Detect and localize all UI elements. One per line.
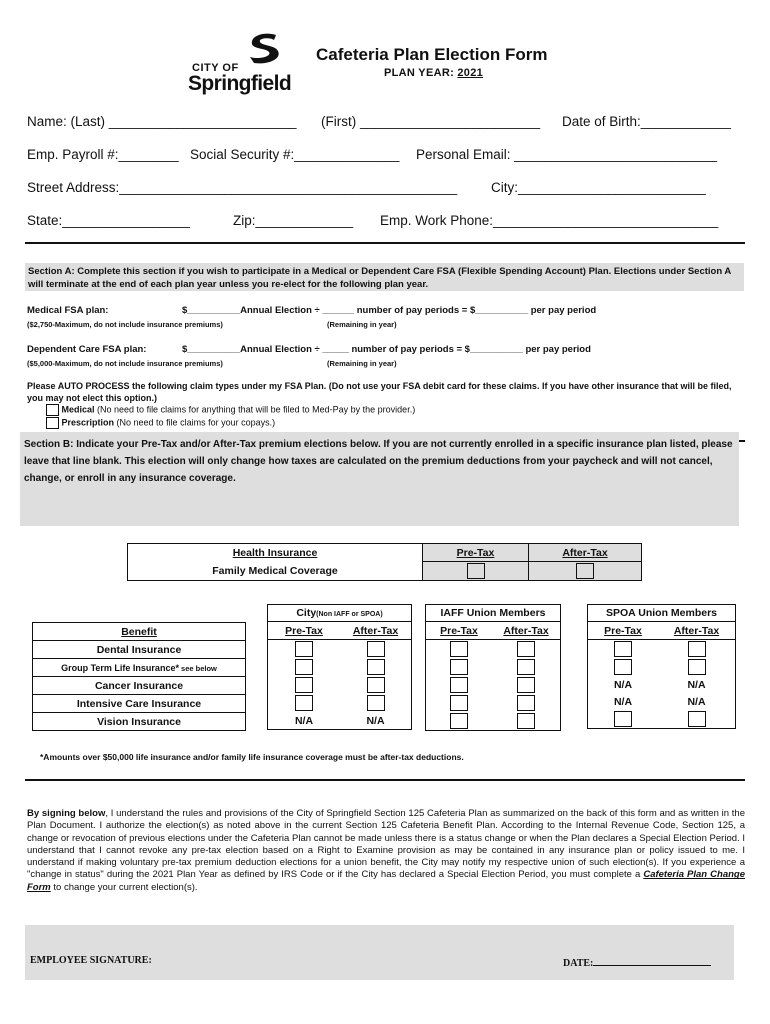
divider [25, 779, 745, 781]
city-icu-aftertax-checkbox[interactable] [367, 695, 385, 711]
iaff-cancer-after-cell [492, 676, 561, 694]
email-field[interactable]: Personal Email: ___________________________ [416, 147, 718, 162]
agreement-paragraph [27, 808, 745, 894]
family-medical-pretax-checkbox[interactable] [467, 563, 485, 579]
city-table [267, 604, 412, 730]
spoa-table [587, 604, 736, 729]
spoa-vision-pre-cell [588, 710, 659, 729]
payroll-field[interactable]: Emp. Payroll #:________ [27, 147, 179, 162]
iaff-cancer-aftertax-checkbox[interactable] [517, 677, 535, 693]
spoa-vision-aftertax-checkbox[interactable] [688, 711, 706, 727]
benefit-life-see-below: see below [178, 663, 217, 673]
dependent-remaining: (Remaining in year) [327, 359, 397, 368]
city-vision-after-na: N/A [340, 712, 412, 730]
state-field[interactable]: State:_________________ [27, 213, 190, 228]
spoa-vision-pretax-checkbox[interactable] [614, 711, 632, 727]
spoa-life-pretax-checkbox[interactable] [614, 659, 632, 675]
dependent-fsa-label: Dependent Care FSA plan: [27, 344, 147, 355]
logo-springfield: Springfield [188, 72, 292, 95]
benefit-table [32, 622, 246, 731]
date-line [593, 955, 711, 966]
city-vision-pre-na: N/A [268, 712, 341, 730]
iaff-vision-pretax-checkbox[interactable] [450, 713, 468, 729]
spoa-life-after-cell [658, 658, 736, 676]
spoa-cancer-after-na: N/A [658, 676, 736, 693]
spoa-dental-aftertax-checkbox[interactable] [688, 641, 706, 657]
plan-year-value: 2021 [457, 67, 484, 79]
medical-fsa-label: Medical FSA plan: [27, 305, 109, 316]
agreement-body: , I understand the rules and provisions of the City of Springfield Section 125 Cafeteria Plan as summarized on the back of this form and as written in the Plan Document. I authorize the election(s) as noted above in the current Section 125 Cafeteria Benefit Plan. According to the Internal Revenue Code, Section 125, a change or revocation of previous elections under the Cafeteria Plan cannot be made unless there is a status change or when the Plan declares a Special Election Period. I understand that I cannot revoke any pre-tax election based on a Right to Examine provision as may be contained in any insurance plan or policy issued to me. I understand if making voluntary pre-tax premium deduction elections for a union benefit, the City may notify my respective union of such election(s). If you experience a "change in status" during the 2021 Plan Year as defined by IRS Code or if the City has declared a Special Election Period, you must complete a [27, 808, 745, 881]
medical-fsa-line[interactable]: $__________Annual Election ÷ ______ number of pay periods = $__________ per pay period [182, 305, 597, 316]
iaff-icu-pre-cell [426, 694, 493, 712]
employee-signature-field[interactable]: EMPLOYEE SIGNATURE: [30, 955, 152, 966]
spoa-icu-pre-na: N/A [588, 693, 659, 710]
iaff-aftertax-cell [492, 622, 561, 640]
change-form-link[interactable]: Cafeteria Plan Change Form [27, 869, 745, 893]
family-medical-aftertax-cell [529, 562, 642, 581]
dob-field[interactable]: Date of Birth:____________ [562, 114, 731, 129]
date-label: DATE: [563, 958, 594, 969]
spoa-dental-pretax-checkbox[interactable] [614, 641, 632, 657]
iaff-life-after-cell [492, 658, 561, 676]
city-icu-pre-cell [268, 694, 341, 712]
family-medical-pretax-cell [423, 562, 529, 581]
city-header: City [296, 607, 317, 619]
section-b-intro [20, 432, 739, 526]
agreement-tail: to change your current election(s). [50, 881, 198, 893]
benefit-dental: Dental Insurance [33, 641, 246, 659]
spoa-cancer-pre-na: N/A [588, 676, 659, 693]
city-cancer-after-cell [340, 676, 412, 694]
health-header: Health Insurance [232, 546, 318, 559]
benefit-intensive-care: Intensive Care Insurance [33, 695, 246, 713]
iaff-vision-pre-cell [426, 712, 493, 731]
medical-option-label: Medical [61, 404, 95, 415]
iaff-pretax-header: Pre-Tax [440, 624, 478, 637]
city-life-after-cell [340, 658, 412, 676]
ssn-field[interactable]: Social Security #:______________ [190, 147, 400, 162]
street-field[interactable]: Street Address:_____________________________________________ [27, 180, 458, 195]
health-pretax-header-cell [423, 544, 529, 562]
benefit-vision: Vision Insurance [33, 713, 246, 731]
iaff-dental-pre-cell [426, 640, 493, 659]
family-medical-label: Family Medical Coverage [128, 562, 423, 581]
form-title: Cafeteria Plan Election Form [316, 45, 548, 64]
city-logo [186, 32, 290, 98]
health-aftertax-header-cell [529, 544, 642, 562]
medical-checkbox[interactable] [46, 404, 59, 416]
iaff-cancer-pretax-checkbox[interactable] [450, 677, 468, 693]
auto-medical-option [46, 404, 415, 416]
city-dental-aftertax-checkbox[interactable] [367, 641, 385, 657]
city-dental-pretax-checkbox[interactable] [295, 641, 313, 657]
auto-process-text: Please AUTO PROCESS the following claim types under my FSA Plan. (Do not use your FSA debit card for these claims. If you have other insurance that will be filed, you may not elect this option.) [27, 381, 732, 403]
spoa-vision-after-cell [658, 710, 736, 729]
iaff-icu-aftertax-checkbox[interactable] [517, 695, 535, 711]
auto-rx-option [46, 417, 275, 429]
iaff-table [425, 604, 561, 731]
section-b-intro-text: Section B: Indicate your Pre-Tax and/or After-Tax premium elections below. If you are not currently enrolled in a specific insurance plan listed, please leave that line blank. This election will only change how taxes are calculated on the premium deductions from your paycheck and will not cancel, change, or enroll in any insurance coverage. [24, 439, 733, 484]
city-dental-pre-cell [268, 640, 341, 659]
divider [25, 242, 745, 244]
health-insurance-table [127, 543, 642, 581]
spoa-life-pre-cell [588, 658, 659, 676]
work-phone-field[interactable]: Emp. Work Phone:______________________________ [380, 213, 719, 228]
health-aftertax-header: After-Tax [562, 546, 608, 559]
city-icu-pretax-checkbox[interactable] [295, 695, 313, 711]
iaff-aftertax-header: After-Tax [503, 624, 549, 637]
iaff-icu-pretax-checkbox[interactable] [450, 695, 468, 711]
iaff-icu-after-cell [492, 694, 561, 712]
benefit-life-label: Group Term Life Insurance* [61, 662, 179, 673]
section-a-intro [25, 263, 744, 291]
medical-fsa-note: ($2,750-Maximum, do not include insurance premiums) [27, 320, 223, 329]
name-last-field[interactable]: Name: (Last) _________________________ [27, 114, 297, 129]
spoa-aftertax-header: After-Tax [673, 624, 720, 637]
iaff-vision-aftertax-checkbox[interactable] [517, 713, 535, 729]
spoa-header: SPOA Union Members [588, 605, 736, 622]
agreement-lead: By signing below [27, 808, 106, 819]
city-pretax-cell [268, 622, 341, 640]
springfield-s-mark-icon [242, 32, 286, 64]
city-icu-after-cell [340, 694, 412, 712]
iaff-life-aftertax-checkbox[interactable] [517, 659, 535, 675]
health-header-cell [128, 544, 423, 562]
life-insurance-footnote: *Amounts over $50,000 life insurance and/or family life insurance coverage must be after-tax deductions. [40, 752, 464, 762]
signature-block [25, 925, 734, 980]
logo-city-of: CITY OF [192, 62, 239, 74]
city-cancer-pretax-checkbox[interactable] [295, 677, 313, 693]
spoa-dental-after-cell [658, 640, 736, 659]
prescription-checkbox[interactable] [46, 417, 59, 429]
city-life-pretax-checkbox[interactable] [295, 659, 313, 675]
dependent-fsa-line[interactable]: $__________Annual Election ÷ _____ number of pay periods = $__________ per pay period [182, 344, 591, 355]
city-dental-after-cell [340, 640, 412, 659]
iaff-dental-after-cell [492, 640, 561, 659]
family-medical-aftertax-checkbox[interactable] [576, 563, 594, 579]
benefit-life [33, 659, 246, 677]
iaff-header: IAFF Union Members [426, 605, 561, 622]
city-cancer-aftertax-checkbox[interactable] [367, 677, 385, 693]
health-pretax-header: Pre-Tax [456, 546, 495, 559]
city-field[interactable]: City:_________________________ [491, 180, 706, 195]
rx-option-desc: (No need to file claims for your copays.) [114, 417, 276, 428]
section-a-intro-text: Section A: Complete this section if you wish to participate in a Medical or Dependent Care FSA (Flexible Spending Account) Plan. Elections under Section A will terminate at the end of each plan year unless you re-elect for the following plan year. [28, 266, 731, 290]
name-first-field[interactable]: (First) ________________________ [321, 114, 541, 129]
iaff-pretax-cell [426, 622, 493, 640]
dependent-fsa-note: ($5,000-Maximum, do not include insurance premiums) [27, 359, 223, 368]
city-aftertax-cell [340, 622, 412, 640]
city-pretax-header: Pre-Tax [285, 624, 323, 637]
medical-remaining: (Remaining in year) [327, 320, 397, 329]
iaff-life-pretax-checkbox[interactable] [450, 659, 468, 675]
spoa-pretax-cell [588, 622, 659, 640]
city-cancer-pre-cell [268, 676, 341, 694]
spoa-icu-after-na: N/A [658, 693, 736, 710]
plan-year [384, 67, 483, 79]
spoa-pretax-header: Pre-Tax [604, 624, 642, 637]
date-field[interactable] [563, 955, 711, 969]
zip-field[interactable]: Zip:_____________ [233, 213, 354, 228]
city-life-pre-cell [268, 658, 341, 676]
iaff-cancer-pre-cell [426, 676, 493, 694]
plan-year-label: PLAN YEAR: [384, 67, 455, 79]
benefit-cancer: Cancer Insurance [33, 677, 246, 695]
city-sub: (Non IAFF or SPOA) [316, 611, 383, 618]
city-header-cell [268, 605, 412, 622]
benefit-header: Benefit [121, 625, 157, 638]
rx-option-label: Prescription [61, 417, 115, 428]
city-life-aftertax-checkbox[interactable] [367, 659, 385, 675]
iaff-dental-pretax-checkbox[interactable] [450, 641, 468, 657]
spoa-dental-pre-cell [588, 640, 659, 659]
benefit-header-cell [33, 623, 246, 641]
iaff-life-pre-cell [426, 658, 493, 676]
medical-option-desc: (No need to file claims for anything that will be filed to Med-Pay by the provider.) [94, 404, 416, 415]
spoa-life-aftertax-checkbox[interactable] [688, 659, 706, 675]
iaff-dental-aftertax-checkbox[interactable] [517, 641, 535, 657]
iaff-vision-after-cell [492, 712, 561, 731]
city-aftertax-header: After-Tax [352, 624, 399, 637]
spoa-aftertax-cell [658, 622, 736, 640]
